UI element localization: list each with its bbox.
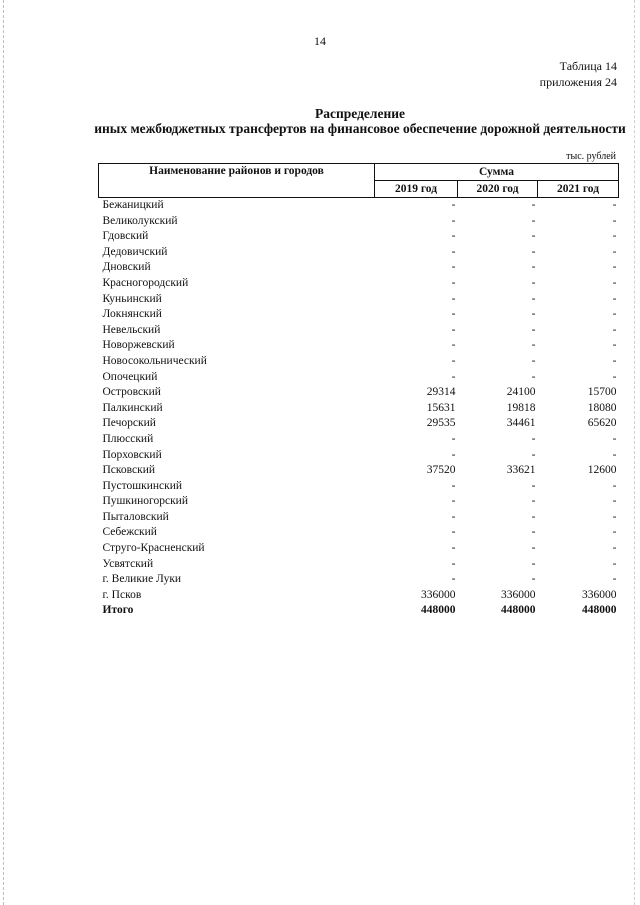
amount-cell: 19818: [506, 401, 536, 414]
district-name: Дновский: [102, 261, 151, 274]
total-amount: 448000: [421, 604, 456, 617]
amount-cell: -: [451, 432, 456, 445]
header-year-2020: 2020 год: [458, 181, 538, 198]
amount-cell: 37520: [426, 464, 456, 477]
table-row: [99, 588, 619, 604]
amount-cell: -: [531, 526, 536, 539]
amount-cell: -: [531, 323, 536, 336]
district-name: Псковский: [102, 464, 156, 477]
district-name: Островский: [102, 386, 161, 399]
amount-cell: -: [531, 354, 536, 367]
amount-cell: -: [612, 526, 617, 539]
district-name: Струго-Красненский: [102, 542, 205, 555]
amount-cell: -: [531, 542, 536, 555]
amount-cell: 15631: [426, 401, 456, 414]
district-name: Себежский: [102, 526, 157, 539]
district-name: Красногородский: [102, 276, 189, 289]
header-sum: Сумма: [375, 164, 619, 181]
table-row: [99, 260, 619, 276]
district-name: Печорский: [102, 417, 156, 430]
amount-cell: -: [612, 370, 617, 383]
amount-cell: -: [531, 292, 536, 305]
district-name: Порховский: [102, 448, 162, 461]
amount-cell: -: [612, 245, 617, 258]
table-row: [99, 229, 619, 245]
table-header: [99, 164, 619, 198]
amount-cell: -: [451, 339, 456, 352]
amount-cell: -: [451, 276, 456, 289]
amount-cell: -: [612, 276, 617, 289]
district-name: Палкинский: [102, 401, 163, 414]
amount-cell: -: [531, 339, 536, 352]
table-reference-line2: приложения 24: [539, 75, 617, 89]
total-row: [99, 603, 619, 619]
amount-cell: 18080: [587, 401, 617, 414]
amount-cell: -: [531, 214, 536, 227]
amount-cell: -: [451, 230, 456, 243]
amount-cell: -: [612, 510, 617, 523]
table-row: [99, 479, 619, 495]
district-name: Пустошкинский: [102, 479, 183, 492]
amount-cell: -: [612, 432, 617, 445]
district-name: Гдовский: [102, 230, 149, 243]
amount-cell: -: [612, 479, 617, 492]
amount-cell: -: [451, 526, 456, 539]
amount-cell: -: [531, 448, 536, 461]
district-name: Плюсский: [102, 432, 154, 445]
table-row: [99, 276, 619, 292]
district-name: Локнянский: [102, 308, 162, 321]
total-amount: 448000: [501, 604, 536, 617]
table-row: [99, 245, 619, 261]
units-label: тыс. рублей: [566, 151, 616, 162]
table-row: [99, 416, 619, 432]
amount-cell: 34461: [506, 417, 536, 430]
amount-cell: -: [531, 276, 536, 289]
table-row: [99, 292, 619, 308]
amount-cell: 336000: [421, 588, 456, 601]
amount-cell: -: [612, 448, 617, 461]
total-amount: 448000: [582, 604, 617, 617]
table-row: [99, 541, 619, 557]
table-row: [99, 401, 619, 417]
amount-cell: 336000: [582, 588, 617, 601]
amount-cell: -: [531, 199, 536, 211]
page-number: 14: [314, 34, 326, 48]
district-name: г. Великие Луки: [102, 573, 182, 586]
table-reference-line1: Таблица 14: [559, 59, 617, 73]
amount-cell: -: [451, 308, 456, 321]
table-row: [99, 198, 619, 214]
amount-cell: 29535: [426, 417, 456, 430]
amount-cell: -: [612, 495, 617, 508]
amount-cell: -: [531, 261, 536, 274]
district-name: Бежаницкий: [102, 199, 164, 211]
amount-cell: -: [451, 479, 456, 492]
amount-cell: -: [612, 214, 617, 227]
amount-cell: -: [451, 448, 456, 461]
amount-cell: -: [451, 354, 456, 367]
table-row: [99, 354, 619, 370]
district-name: Усвятский: [102, 557, 154, 570]
table-row: [99, 214, 619, 230]
table-row: [99, 572, 619, 588]
total-label: Итого: [102, 604, 134, 617]
table-row: [99, 463, 619, 479]
table-row: [99, 448, 619, 464]
amount-cell: -: [531, 245, 536, 258]
amount-cell: -: [451, 557, 456, 570]
amount-cell: -: [531, 230, 536, 243]
amount-cell: 24100: [506, 386, 536, 399]
amount-cell: -: [612, 230, 617, 243]
district-name: Куньинский: [102, 292, 162, 305]
district-name: Пушкиногорский: [102, 495, 188, 508]
table-row: [99, 432, 619, 448]
header-year-2021: 2021 год: [538, 181, 619, 198]
amount-cell: -: [531, 370, 536, 383]
table-row: [99, 307, 619, 323]
amount-cell: 12600: [587, 464, 617, 477]
amount-cell: -: [451, 245, 456, 258]
district-name: Пыталовский: [102, 510, 169, 523]
amount-cell: 65620: [587, 417, 617, 430]
amount-cell: 336000: [501, 588, 536, 601]
table-row: [99, 385, 619, 401]
district-name: Великолукский: [102, 214, 178, 227]
table-row: [99, 557, 619, 573]
amount-cell: -: [612, 292, 617, 305]
amount-cell: -: [612, 573, 617, 586]
distribution-table: [98, 163, 619, 619]
title-line2: иных межбюджетных трансфертов на финансовое обеспечение дорожной деятельности: [94, 121, 626, 136]
table-row: [99, 338, 619, 354]
amount-cell: -: [612, 354, 617, 367]
amount-cell: 29314: [426, 386, 456, 399]
amount-cell: -: [531, 308, 536, 321]
amount-cell: -: [451, 199, 456, 211]
amount-cell: -: [531, 573, 536, 586]
district-name: Невельский: [102, 323, 161, 336]
table-row: [99, 525, 619, 541]
amount-cell: -: [451, 323, 456, 336]
amount-cell: -: [531, 557, 536, 570]
title-line1: Распределение: [314, 106, 406, 121]
amount-cell: -: [451, 573, 456, 586]
header-name: Наименование районов и городов: [99, 164, 375, 198]
amount-cell: -: [612, 308, 617, 321]
amount-cell: -: [531, 479, 536, 492]
amount-cell: -: [451, 261, 456, 274]
amount-cell: -: [612, 199, 617, 211]
amount-cell: -: [451, 292, 456, 305]
amount-cell: -: [612, 542, 617, 555]
district-name: г. Псков: [102, 588, 142, 601]
district-name: Новоржевский: [102, 339, 175, 352]
table-row: [99, 494, 619, 510]
header-year-2019: 2019 год: [375, 181, 458, 198]
table-row: [99, 510, 619, 526]
table-reference: [540, 58, 617, 90]
amount-cell: -: [612, 557, 617, 570]
amount-cell: -: [531, 432, 536, 445]
amount-cell: -: [451, 214, 456, 227]
amount-cell: -: [612, 323, 617, 336]
amount-cell: -: [612, 339, 617, 352]
table-row: [99, 323, 619, 339]
district-name: Опочецкий: [102, 370, 158, 383]
amount-cell: -: [531, 510, 536, 523]
district-name: Дедовичский: [102, 245, 168, 258]
amount-cell: -: [451, 495, 456, 508]
table-row: [99, 370, 619, 386]
amount-cell: -: [451, 370, 456, 383]
district-name: Новосокольнический: [102, 354, 207, 367]
amount-cell: -: [451, 510, 456, 523]
amount-cell: -: [531, 495, 536, 508]
document-title: [0, 106, 640, 136]
table-body: [99, 198, 619, 620]
amount-cell: 33621: [506, 464, 536, 477]
amount-cell: 15700: [587, 386, 617, 399]
amount-cell: -: [612, 261, 617, 274]
amount-cell: -: [451, 542, 456, 555]
